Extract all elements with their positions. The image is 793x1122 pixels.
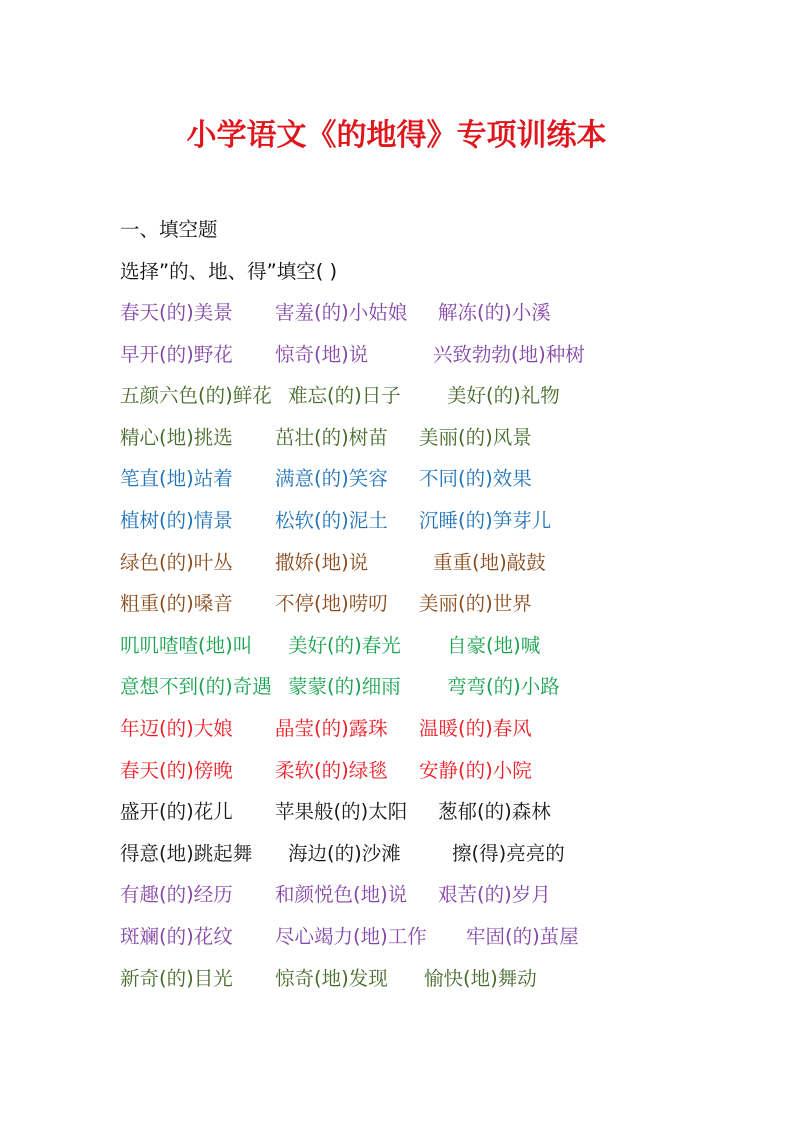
exercise-item: 牢固(的)茧屋 (466, 925, 579, 948)
exercise-row (120, 590, 680, 618)
exercise-row (120, 923, 680, 951)
exercise-item: 绿色(的)叶丛 (120, 551, 233, 574)
exercise-item: 不停(地)唠叨 (275, 592, 388, 615)
exercise-item: 茁壮(的)树苗 (275, 426, 388, 449)
exercise-item: 美好(的)礼物 (447, 384, 560, 407)
exercise-item: 害羞(的)小姑娘 (275, 301, 408, 324)
exercise-item: 精心(地)挑选 (120, 426, 233, 449)
exercise-item: 沉睡(的)笋芽儿 (419, 509, 552, 532)
exercise-item: 得意(地)跳起舞 (120, 842, 253, 865)
exercise-item: 植树(的)情景 (120, 509, 233, 532)
exercise-row (120, 424, 680, 452)
exercise-item: 擦(得)亮亮的 (452, 842, 565, 865)
exercise-item: 愉快(地)舞动 (424, 967, 537, 990)
exercise-item: 尽心竭力(地)工作 (275, 925, 427, 948)
exercise-item: 早开(的)野花 (120, 343, 233, 366)
exercise-item: 年迈(的)大娘 (120, 717, 233, 740)
exercise-item: 美丽(的)风景 (419, 426, 532, 449)
exercise-row (120, 507, 680, 535)
exercise-item: 惊奇(地)说 (275, 343, 369, 366)
exercise-item: 艰苦(的)岁月 (438, 883, 551, 906)
exercise-row (120, 798, 680, 826)
section-heading: 一、填空题 (120, 218, 218, 241)
exercise-item: 笔直(地)站着 (120, 467, 233, 490)
exercise-item: 有趣(的)经历 (120, 883, 233, 906)
exercise-row (120, 757, 680, 785)
exercise-item: 兴致勃勃(地)种树 (433, 343, 585, 366)
exercise-item: 五颜六色(的)鲜花 (120, 384, 272, 407)
exercise-item: 解冻(的)小溪 (438, 301, 551, 324)
exercise-item: 满意(的)笑容 (275, 467, 388, 490)
exercise-item: 重重(地)敲鼓 (433, 551, 546, 574)
exercise-item: 粗重(的)嗓音 (120, 592, 233, 615)
exercise-item: 叽叽喳喳(地)叫 (120, 634, 253, 657)
exercise-item: 弯弯(的)小路 (447, 675, 560, 698)
instruction-text: 选择”的、地、得”填空( ) (120, 260, 338, 283)
exercise-item: 柔软(的)绿毯 (275, 759, 388, 782)
exercise-item: 和颜悦色(地)说 (275, 883, 408, 906)
exercise-row (120, 465, 680, 493)
exercise-item: 海边(的)沙滩 (288, 842, 401, 865)
exercise-item: 撒娇(地)说 (275, 551, 369, 574)
exercise-row (120, 299, 680, 327)
exercise-item: 自豪(地)喊 (447, 634, 541, 657)
exercise-item: 蒙蒙(的)细雨 (288, 675, 401, 698)
exercise-item: 美丽(的)世界 (419, 592, 532, 615)
exercise-item: 春天(的)美景 (120, 301, 233, 324)
exercise-row (120, 715, 680, 743)
exercise-item: 晶莹(的)露珠 (275, 717, 388, 740)
exercise-row (120, 673, 680, 701)
exercise-item: 温暖(的)春风 (419, 717, 532, 740)
exercise-item: 美好(的)春光 (288, 634, 401, 657)
exercise-item: 新奇(的)目光 (120, 967, 233, 990)
exercise-row (120, 382, 680, 410)
page-title: 小学语文《的地得》专项训练本 (186, 118, 607, 153)
exercise-item: 斑斓(的)花纹 (120, 925, 233, 948)
exercise-row (120, 341, 680, 369)
exercise-item: 意想不到(的)奇遇 (120, 675, 272, 698)
exercise-item: 难忘(的)日子 (288, 384, 401, 407)
exercise-item: 松软(的)泥土 (275, 509, 388, 532)
exercise-item: 惊奇(地)发现 (275, 967, 388, 990)
exercise-row (120, 549, 680, 577)
exercise-item: 葱郁(的)森林 (438, 800, 551, 823)
exercise-item: 春天(的)傍晚 (120, 759, 233, 782)
exercise-row (120, 840, 680, 868)
exercise-row (120, 632, 680, 660)
exercise-item: 苹果般(的)太阳 (275, 800, 408, 823)
exercise-row (120, 881, 680, 909)
exercise-item: 安静(的)小院 (419, 759, 532, 782)
exercise-item: 盛开(的)花儿 (120, 800, 233, 823)
exercise-row (120, 965, 680, 993)
exercise-item: 不同(的)效果 (419, 467, 532, 490)
